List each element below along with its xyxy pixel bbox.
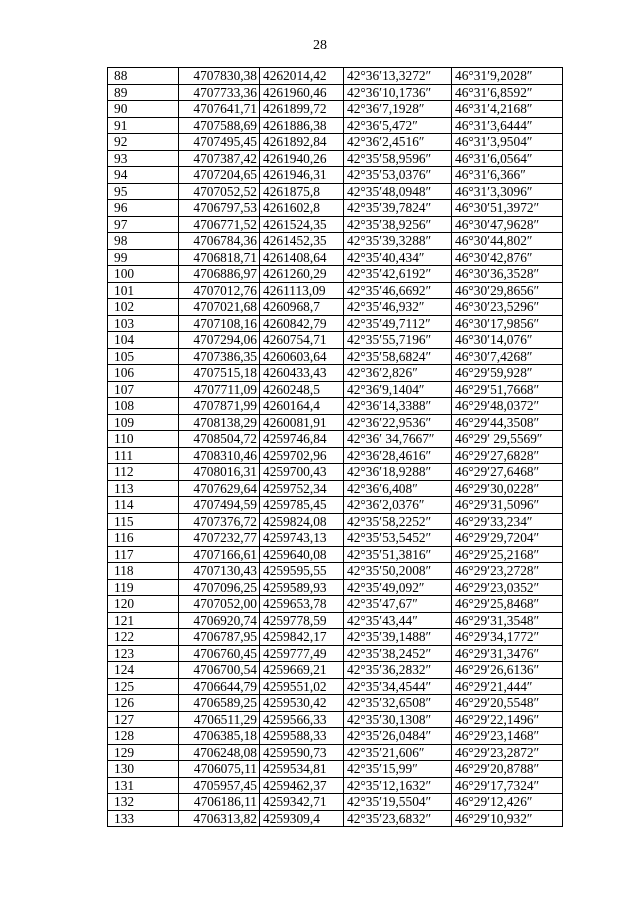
- latitude-cell: 42°35′43,44″: [344, 612, 452, 629]
- latitude-cell: 42°35′12,1632″: [344, 777, 452, 794]
- longitude-cell: 46°29′17,7324″: [452, 777, 563, 794]
- longitude-cell: 46°30′7,4268″: [452, 348, 563, 365]
- table-row: [108, 744, 563, 761]
- y-coordinate-cell: 4259309,4: [260, 810, 344, 827]
- point-number-cell: 106: [108, 365, 179, 382]
- point-number-cell: 95: [108, 183, 179, 200]
- y-coordinate-cell: 4259551,02: [260, 678, 344, 695]
- table-row: [108, 299, 563, 316]
- table-row: [108, 794, 563, 811]
- x-coordinate-cell: 4707494,59: [179, 497, 260, 514]
- x-coordinate-cell: 4706818,71: [179, 249, 260, 266]
- longitude-cell: 46°29′27,6468″: [452, 464, 563, 481]
- x-coordinate-cell: 4708016,31: [179, 464, 260, 481]
- x-coordinate-cell: 4706186,11: [179, 794, 260, 811]
- table-row: [108, 167, 563, 184]
- x-coordinate-cell: 4707495,45: [179, 134, 260, 151]
- y-coordinate-cell: 4259746,84: [260, 431, 344, 448]
- point-number-cell: 116: [108, 530, 179, 547]
- table-row: [108, 513, 563, 530]
- longitude-cell: 46°30′51,3972″: [452, 200, 563, 217]
- point-number-cell: 117: [108, 546, 179, 563]
- y-coordinate-cell: 4262014,42: [260, 68, 344, 85]
- latitude-cell: 42°36′28,4616″: [344, 447, 452, 464]
- table-row: [108, 777, 563, 794]
- longitude-cell: 46°29′25,8468″: [452, 596, 563, 613]
- x-coordinate-cell: 4707629,64: [179, 480, 260, 497]
- latitude-cell: 42°36′9,1404″: [344, 381, 452, 398]
- x-coordinate-cell: 4706760,45: [179, 645, 260, 662]
- latitude-cell: 42°35′46,6692″: [344, 282, 452, 299]
- y-coordinate-cell: 4259640,08: [260, 546, 344, 563]
- latitude-cell: 42°35′38,9256″: [344, 216, 452, 233]
- latitude-cell: 42°35′46,932″: [344, 299, 452, 316]
- longitude-cell: 46°31′3,6444″: [452, 117, 563, 134]
- table-row: [108, 530, 563, 547]
- latitude-cell: 42°35′53,0376″: [344, 167, 452, 184]
- x-coordinate-cell: 4706644,79: [179, 678, 260, 695]
- latitude-cell: 42°35′34,4544″: [344, 678, 452, 695]
- y-coordinate-cell: 4259669,21: [260, 662, 344, 679]
- point-number-cell: 121: [108, 612, 179, 629]
- y-coordinate-cell: 4259342,71: [260, 794, 344, 811]
- latitude-cell: 42°35′23,6832″: [344, 810, 452, 827]
- y-coordinate-cell: 4259700,43: [260, 464, 344, 481]
- latitude-cell: 42°35′30,1308″: [344, 711, 452, 728]
- y-coordinate-cell: 4259785,45: [260, 497, 344, 514]
- point-number-cell: 126: [108, 695, 179, 712]
- table-row: [108, 464, 563, 481]
- y-coordinate-cell: 4259653,78: [260, 596, 344, 613]
- x-coordinate-cell: 4707386,35: [179, 348, 260, 365]
- longitude-cell: 46°29′12,426″: [452, 794, 563, 811]
- table-row: [108, 579, 563, 596]
- y-coordinate-cell: 4260603,64: [260, 348, 344, 365]
- point-number-cell: 103: [108, 315, 179, 332]
- x-coordinate-cell: 4707166,61: [179, 546, 260, 563]
- y-coordinate-cell: 4261886,38: [260, 117, 344, 134]
- longitude-cell: 46°30′42,876″: [452, 249, 563, 266]
- longitude-cell: 46°30′14,076″: [452, 332, 563, 349]
- latitude-cell: 42°35′58,9596″: [344, 150, 452, 167]
- x-coordinate-cell: 4707733,36: [179, 84, 260, 101]
- longitude-cell: 46°29′22,1496″: [452, 711, 563, 728]
- x-coordinate-cell: 4707021,68: [179, 299, 260, 316]
- longitude-cell: 46°29′ 29,5569″: [452, 431, 563, 448]
- table-row: [108, 150, 563, 167]
- longitude-cell: 46°30′47,9628″: [452, 216, 563, 233]
- table-row: [108, 348, 563, 365]
- coordinates-table: [107, 67, 563, 827]
- table-row: [108, 315, 563, 332]
- table-row: [108, 728, 563, 745]
- point-number-cell: 113: [108, 480, 179, 497]
- latitude-cell: 42°36′2,0376″: [344, 497, 452, 514]
- table-row: [108, 134, 563, 151]
- longitude-cell: 46°29′30,0228″: [452, 480, 563, 497]
- latitude-cell: 42°35′26,0484″: [344, 728, 452, 745]
- table-row: [108, 398, 563, 415]
- x-coordinate-cell: 4706787,95: [179, 629, 260, 646]
- point-number-cell: 101: [108, 282, 179, 299]
- point-number-cell: 133: [108, 810, 179, 827]
- x-coordinate-cell: 4707830,38: [179, 68, 260, 85]
- table-row: [108, 546, 563, 563]
- table-row: [108, 282, 563, 299]
- latitude-cell: 42°35′47,67″: [344, 596, 452, 613]
- page-number: 28: [313, 38, 327, 53]
- point-number-cell: 88: [108, 68, 179, 85]
- longitude-cell: 46°29′20,5548″: [452, 695, 563, 712]
- y-coordinate-cell: 4259588,33: [260, 728, 344, 745]
- point-number-cell: 118: [108, 563, 179, 580]
- x-coordinate-cell: 4707871,99: [179, 398, 260, 415]
- y-coordinate-cell: 4259752,34: [260, 480, 344, 497]
- latitude-cell: 42°35′49,092″: [344, 579, 452, 596]
- longitude-cell: 46°31′4,2168″: [452, 101, 563, 118]
- table-row: [108, 761, 563, 778]
- x-coordinate-cell: 4706511,29: [179, 711, 260, 728]
- latitude-cell: 42°35′40,434″: [344, 249, 452, 266]
- table-row: [108, 563, 563, 580]
- x-coordinate-cell: 4705957,45: [179, 777, 260, 794]
- longitude-cell: 46°29′34,1772″: [452, 629, 563, 646]
- x-coordinate-cell: 4708310,46: [179, 447, 260, 464]
- y-coordinate-cell: 4260081,91: [260, 414, 344, 431]
- point-number-cell: 102: [108, 299, 179, 316]
- table-row: [108, 216, 563, 233]
- longitude-cell: 46°30′29,8656″: [452, 282, 563, 299]
- latitude-cell: 42°35′53,5452″: [344, 530, 452, 547]
- point-number-cell: 89: [108, 84, 179, 101]
- x-coordinate-cell: 4707711,09: [179, 381, 260, 398]
- x-coordinate-cell: 4706920,74: [179, 612, 260, 629]
- latitude-cell: 42°35′39,7824″: [344, 200, 452, 217]
- point-number-cell: 105: [108, 348, 179, 365]
- y-coordinate-cell: 4259595,55: [260, 563, 344, 580]
- table-row: [108, 431, 563, 448]
- x-coordinate-cell: 4707108,16: [179, 315, 260, 332]
- longitude-cell: 46°31′3,3096″: [452, 183, 563, 200]
- x-coordinate-cell: 4706248,08: [179, 744, 260, 761]
- latitude-cell: 42°36′2,826″: [344, 365, 452, 382]
- table-row: [108, 249, 563, 266]
- y-coordinate-cell: 4260433,43: [260, 365, 344, 382]
- latitude-cell: 42°36′5,472″: [344, 117, 452, 134]
- latitude-cell: 42°36′2,4516″: [344, 134, 452, 151]
- point-number-cell: 120: [108, 596, 179, 613]
- y-coordinate-cell: 4259842,17: [260, 629, 344, 646]
- point-number-cell: 97: [108, 216, 179, 233]
- longitude-cell: 46°29′20,8788″: [452, 761, 563, 778]
- longitude-cell: 46°29′29,7204″: [452, 530, 563, 547]
- longitude-cell: 46°29′48,0372″: [452, 398, 563, 415]
- table-row: [108, 497, 563, 514]
- latitude-cell: 42°35′50,2008″: [344, 563, 452, 580]
- point-number-cell: 98: [108, 233, 179, 250]
- x-coordinate-cell: 4706075,11: [179, 761, 260, 778]
- longitude-cell: 46°29′26,6136″: [452, 662, 563, 679]
- table-row: [108, 101, 563, 118]
- table-row: [108, 612, 563, 629]
- longitude-cell: 46°30′36,3528″: [452, 266, 563, 283]
- latitude-cell: 42°35′15,99″: [344, 761, 452, 778]
- y-coordinate-cell: 4259777,49: [260, 645, 344, 662]
- longitude-cell: 46°31′6,0564″: [452, 150, 563, 167]
- x-coordinate-cell: 4707294,06: [179, 332, 260, 349]
- table-row: [108, 233, 563, 250]
- x-coordinate-cell: 4707052,00: [179, 596, 260, 613]
- table-row: [108, 678, 563, 695]
- longitude-cell: 46°30′17,9856″: [452, 315, 563, 332]
- y-coordinate-cell: 4261113,09: [260, 282, 344, 299]
- y-coordinate-cell: 4261892,84: [260, 134, 344, 151]
- latitude-cell: 42°35′39,1488″: [344, 629, 452, 646]
- table-row: [108, 68, 563, 85]
- x-coordinate-cell: 4708504,72: [179, 431, 260, 448]
- y-coordinate-cell: 4259566,33: [260, 711, 344, 728]
- longitude-cell: 46°29′10,932″: [452, 810, 563, 827]
- x-coordinate-cell: 4707588,69: [179, 117, 260, 134]
- point-number-cell: 110: [108, 431, 179, 448]
- x-coordinate-cell: 4706313,82: [179, 810, 260, 827]
- table-row: [108, 447, 563, 464]
- table-row: [108, 365, 563, 382]
- table-row: [108, 695, 563, 712]
- latitude-cell: 42°36′14,3388″: [344, 398, 452, 415]
- longitude-cell: 46°31′6,366″: [452, 167, 563, 184]
- table-row: [108, 266, 563, 283]
- latitude-cell: 42°35′38,2452″: [344, 645, 452, 662]
- point-number-cell: 99: [108, 249, 179, 266]
- longitude-cell: 46°29′21,444″: [452, 678, 563, 695]
- y-coordinate-cell: 4261960,46: [260, 84, 344, 101]
- latitude-cell: 42°36′22,9536″: [344, 414, 452, 431]
- table-row: [108, 645, 563, 662]
- latitude-cell: 42°36′18,9288″: [344, 464, 452, 481]
- coordinates-table-body: [108, 68, 563, 827]
- point-number-cell: 108: [108, 398, 179, 415]
- x-coordinate-cell: 4708138,29: [179, 414, 260, 431]
- point-number-cell: 122: [108, 629, 179, 646]
- x-coordinate-cell: 4706886,97: [179, 266, 260, 283]
- point-number-cell: 111: [108, 447, 179, 464]
- latitude-cell: 42°36′10,1736″: [344, 84, 452, 101]
- x-coordinate-cell: 4706385,18: [179, 728, 260, 745]
- y-coordinate-cell: 4259462,37: [260, 777, 344, 794]
- y-coordinate-cell: 4261875,8: [260, 183, 344, 200]
- x-coordinate-cell: 4706784,36: [179, 233, 260, 250]
- x-coordinate-cell: 4706700,54: [179, 662, 260, 679]
- y-coordinate-cell: 4259589,93: [260, 579, 344, 596]
- point-number-cell: 132: [108, 794, 179, 811]
- point-number-cell: 123: [108, 645, 179, 662]
- table-row: [108, 332, 563, 349]
- point-number-cell: 96: [108, 200, 179, 217]
- longitude-cell: 46°31′6,8592″: [452, 84, 563, 101]
- y-coordinate-cell: 4260248,5: [260, 381, 344, 398]
- y-coordinate-cell: 4261940,26: [260, 150, 344, 167]
- latitude-cell: 42°36′7,1928″: [344, 101, 452, 118]
- latitude-cell: 42°35′49,7112″: [344, 315, 452, 332]
- longitude-cell: 46°30′44,802″: [452, 233, 563, 250]
- point-number-cell: 128: [108, 728, 179, 745]
- x-coordinate-cell: 4707096,25: [179, 579, 260, 596]
- point-number-cell: 90: [108, 101, 179, 118]
- table-row: [108, 596, 563, 613]
- x-coordinate-cell: 4707376,72: [179, 513, 260, 530]
- longitude-cell: 46°30′23,5296″: [452, 299, 563, 316]
- table-row: [108, 200, 563, 217]
- longitude-cell: 46°29′31,5096″: [452, 497, 563, 514]
- x-coordinate-cell: 4707012,76: [179, 282, 260, 299]
- longitude-cell: 46°29′23,0352″: [452, 579, 563, 596]
- y-coordinate-cell: 4261452,35: [260, 233, 344, 250]
- point-number-cell: 125: [108, 678, 179, 695]
- table-row: [108, 84, 563, 101]
- latitude-cell: 42°35′39,3288″: [344, 233, 452, 250]
- point-number-cell: 115: [108, 513, 179, 530]
- x-coordinate-cell: 4707641,71: [179, 101, 260, 118]
- x-coordinate-cell: 4707232,77: [179, 530, 260, 547]
- longitude-cell: 46°29′23,1468″: [452, 728, 563, 745]
- latitude-cell: 42°35′55,7196″: [344, 332, 452, 349]
- latitude-cell: 42°35′32,6508″: [344, 695, 452, 712]
- table-row: [108, 662, 563, 679]
- point-number-cell: 107: [108, 381, 179, 398]
- longitude-cell: 46°29′51,7668″: [452, 381, 563, 398]
- table-row: [108, 480, 563, 497]
- longitude-cell: 46°29′44,3508″: [452, 414, 563, 431]
- y-coordinate-cell: 4261408,64: [260, 249, 344, 266]
- latitude-cell: 42°36′6,408″: [344, 480, 452, 497]
- point-number-cell: 114: [108, 497, 179, 514]
- point-number-cell: 92: [108, 134, 179, 151]
- longitude-cell: 46°29′23,2728″: [452, 563, 563, 580]
- point-number-cell: 127: [108, 711, 179, 728]
- x-coordinate-cell: 4706589,25: [179, 695, 260, 712]
- y-coordinate-cell: 4259534,81: [260, 761, 344, 778]
- y-coordinate-cell: 4260164,4: [260, 398, 344, 415]
- y-coordinate-cell: 4259702,96: [260, 447, 344, 464]
- point-number-cell: 129: [108, 744, 179, 761]
- y-coordinate-cell: 4261260,29: [260, 266, 344, 283]
- table-row: [108, 629, 563, 646]
- point-number-cell: 91: [108, 117, 179, 134]
- x-coordinate-cell: 4706771,52: [179, 216, 260, 233]
- point-number-cell: 100: [108, 266, 179, 283]
- point-number-cell: 94: [108, 167, 179, 184]
- point-number-cell: 109: [108, 414, 179, 431]
- table-row: [108, 381, 563, 398]
- point-number-cell: 131: [108, 777, 179, 794]
- y-coordinate-cell: 4260842,79: [260, 315, 344, 332]
- y-coordinate-cell: 4259590,73: [260, 744, 344, 761]
- y-coordinate-cell: 4259778,59: [260, 612, 344, 629]
- table-row: [108, 183, 563, 200]
- longitude-cell: 46°31′3,9504″: [452, 134, 563, 151]
- y-coordinate-cell: 4261946,31: [260, 167, 344, 184]
- latitude-cell: 42°35′51,3816″: [344, 546, 452, 563]
- latitude-cell: 42°35′58,2252″: [344, 513, 452, 530]
- y-coordinate-cell: 4259743,13: [260, 530, 344, 547]
- y-coordinate-cell: 4259824,08: [260, 513, 344, 530]
- longitude-cell: 46°29′59,928″: [452, 365, 563, 382]
- latitude-cell: 42°36′13,3272″: [344, 68, 452, 85]
- x-coordinate-cell: 4707387,42: [179, 150, 260, 167]
- latitude-cell: 42°35′21,606″: [344, 744, 452, 761]
- y-coordinate-cell: 4260754,71: [260, 332, 344, 349]
- x-coordinate-cell: 4707130,43: [179, 563, 260, 580]
- longitude-cell: 46°29′25,2168″: [452, 546, 563, 563]
- longitude-cell: 46°29′33,234″: [452, 513, 563, 530]
- x-coordinate-cell: 4706797,53: [179, 200, 260, 217]
- table-row: [108, 414, 563, 431]
- table-row: [108, 810, 563, 827]
- latitude-cell: 42°35′42,6192″: [344, 266, 452, 283]
- x-coordinate-cell: 4707204,65: [179, 167, 260, 184]
- latitude-cell: 42°35′36,2832″: [344, 662, 452, 679]
- y-coordinate-cell: 4259530,42: [260, 695, 344, 712]
- longitude-cell: 46°29′23,2872″: [452, 744, 563, 761]
- latitude-cell: 42°35′58,6824″: [344, 348, 452, 365]
- table-row: [108, 117, 563, 134]
- latitude-cell: 42°35′48,0948″: [344, 183, 452, 200]
- longitude-cell: 46°31′9,2028″: [452, 68, 563, 85]
- x-coordinate-cell: 4707052,52: [179, 183, 260, 200]
- y-coordinate-cell: 4261899,72: [260, 101, 344, 118]
- point-number-cell: 124: [108, 662, 179, 679]
- point-number-cell: 119: [108, 579, 179, 596]
- point-number-cell: 104: [108, 332, 179, 349]
- longitude-cell: 46°29′31,3476″: [452, 645, 563, 662]
- longitude-cell: 46°29′31,3548″: [452, 612, 563, 629]
- point-number-cell: 112: [108, 464, 179, 481]
- table-row: [108, 711, 563, 728]
- latitude-cell: 42°35′19,5504″: [344, 794, 452, 811]
- x-coordinate-cell: 4707515,18: [179, 365, 260, 382]
- y-coordinate-cell: 4260968,7: [260, 299, 344, 316]
- y-coordinate-cell: 4261602,8: [260, 200, 344, 217]
- point-number-cell: 130: [108, 761, 179, 778]
- longitude-cell: 46°29′27,6828″: [452, 447, 563, 464]
- y-coordinate-cell: 4261524,35: [260, 216, 344, 233]
- latitude-cell: 42°36′ 34,7667″: [344, 431, 452, 448]
- point-number-cell: 93: [108, 150, 179, 167]
